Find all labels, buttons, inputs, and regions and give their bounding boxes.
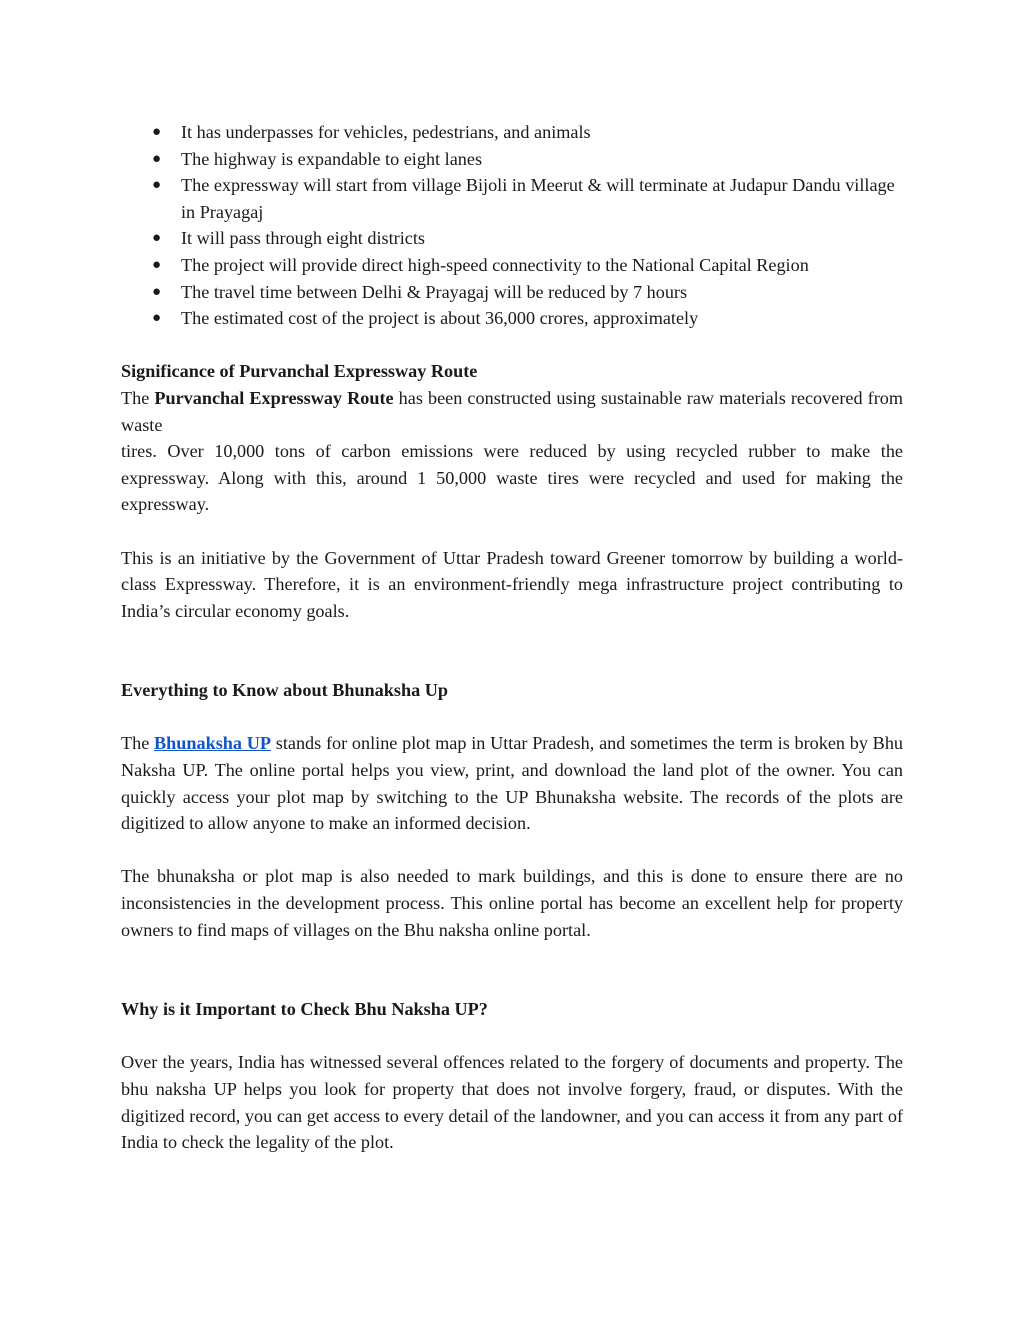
section-heading-bhunaksha: Everything to Know about Bhunaksha Up — [121, 680, 448, 701]
bullet-item: ● The expressway will start from village Bijoli in Meerut & will terminate at Judapur Dandu village in Prayagaj — [121, 172, 903, 225]
significance-paragraph-3: This is an initiative by the Government of Uttar Pradesh toward Greener tomorrow by building a world-class Expressway. Therefore, it is an environment-friendly mega infrastructure project contributing to India’s circular economy goals. — [121, 547, 903, 621]
bhunaksha-paragraph-2: The bhunaksha or plot map is also needed to mark buildings, and this is done to ensure there are no inconsistencies in the development process. This online portal has become an excellent help for property owners to find maps of villages on the Bhu naksha online portal. — [121, 866, 903, 940]
bullet-dot-icon: ● — [152, 177, 162, 194]
bullet-dot-icon: ● — [152, 150, 162, 167]
bullet-item: ● The estimated cost of the project is about 36,000 crores, approximately — [121, 305, 903, 332]
bullet-dot-icon: ● — [152, 256, 162, 273]
section-heading-significance: Significance of Purvanchal Expressway Route — [121, 361, 478, 382]
bullet-item: ● The highway is expandable to eight lanes — [121, 146, 903, 173]
feature-bullet-list — [121, 119, 903, 332]
bullet-dot-icon: ● — [152, 124, 162, 140]
bullet-item: ● The travel time between Delhi & Prayagaj will be reduced by 7 hours — [121, 279, 903, 306]
bullet-dot-icon: ● — [152, 310, 162, 327]
bhunaksha-paragraph-1: The Bhunaksha UP stands for online plot map in Uttar Pradesh, and sometimes the term is broken by Bhu Naksha UP. The online portal helps you view, print, and download the land plot of the owner. You can quickly access your plot map by switching to the UP Bhunaksha website. The records of the plots are digitized to allow anyone to make an informed decision. — [121, 733, 904, 834]
why-important-paragraph: Over the years, India has witnessed several offences related to the forgery of documents and property. The bhu naksha UP helps you look for property that does not involve forgery, fraud, or disputes. With the digitized record, you can get access to every detail of the landowner, and you can access it from any part of India to check the legality of the plot. — [121, 1052, 903, 1153]
document-page — [121, 119, 903, 1156]
section-heading-why-important: Why is it Important to Check Bhu Naksha UP? — [121, 999, 488, 1020]
bullet-dot-icon: ● — [152, 230, 162, 247]
bullet-dot-icon: ● — [152, 283, 162, 300]
bullet-item: ● The project will provide direct high-speed connectivity to the National Capital Region — [121, 252, 903, 279]
significance-paragraph-2: tires. Over 10,000 tons of carbon emissions were reduced by using recycled rubber to make the expressway. Along with this, around 1 50,000 waste tires were recycled and used for making the expressway. — [121, 441, 903, 515]
significance-paragraph-1: The Purvanchal Expressway Route has been constructed using sustainable raw materials recovered from waste — [121, 387, 903, 435]
bhunaksha-up-link[interactable]: Bhunaksha UP — [154, 733, 271, 754]
bullet-item: ● It has underpasses for vehicles, pedestrians, and animals — [121, 119, 903, 146]
bullet-item: ● It will pass through eight districts — [121, 225, 903, 252]
